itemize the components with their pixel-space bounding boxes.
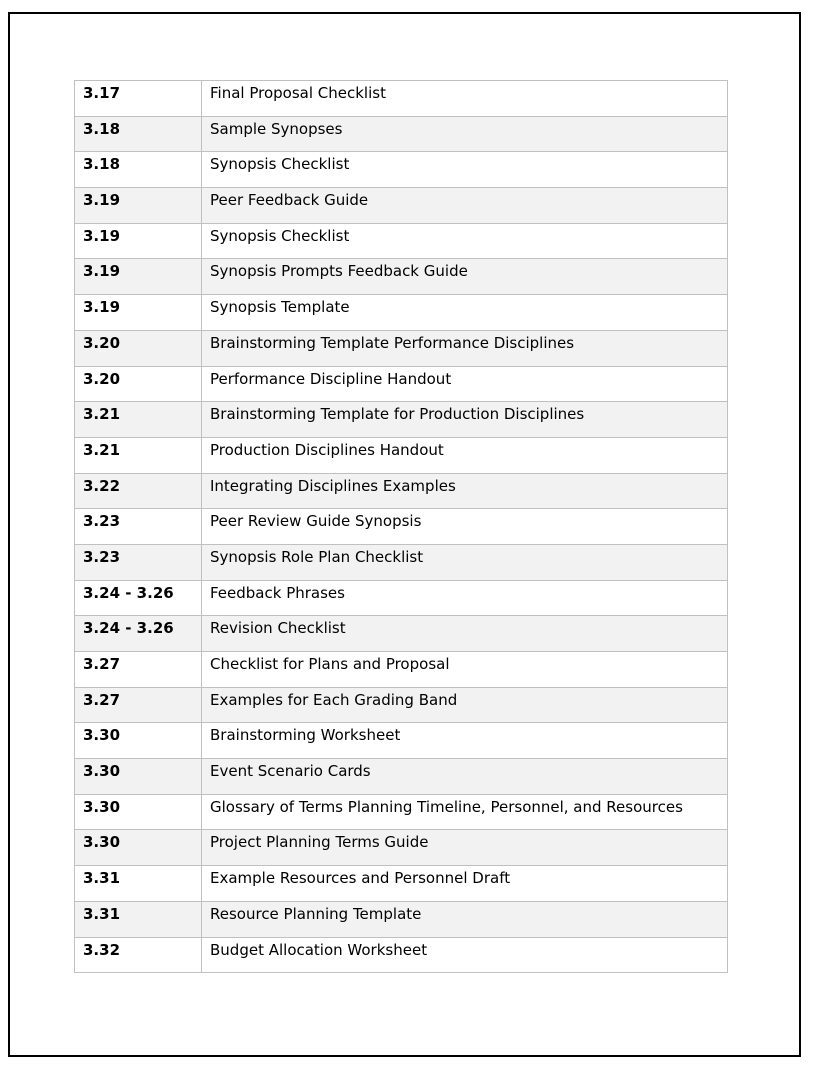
resource-title: Brainstorming Worksheet [210, 726, 401, 745]
table-row [75, 223, 728, 259]
table-row [75, 259, 728, 295]
section-number: 3.17 [83, 84, 121, 102]
section-number: 3.20 [83, 369, 121, 388]
resource-table [74, 80, 728, 973]
resource-title-cell [202, 759, 728, 795]
resource-title-cell [202, 330, 728, 366]
resource-title: Revision Checklist [210, 619, 346, 638]
resource-title-cell [202, 295, 728, 331]
section-number: 3.30 [83, 797, 121, 816]
resource-title-cell [202, 652, 728, 688]
resource-title: Synopsis Role Plan Checklist [210, 547, 424, 566]
resource-title: Feedback Phrases [210, 583, 345, 602]
resource-title-cell [202, 473, 728, 509]
table-row [75, 366, 728, 402]
resource-title-cell [202, 188, 728, 224]
section-number-cell [75, 937, 202, 973]
resource-title-cell [202, 723, 728, 759]
section-number: 3.32 [83, 940, 121, 959]
resource-title: Final Proposal Checklist [210, 84, 386, 102]
section-number-cell [75, 330, 202, 366]
table-row [75, 509, 728, 545]
resource-title-cell [202, 866, 728, 902]
table-row [75, 866, 728, 902]
resource-title: Budget Allocation Worksheet [210, 940, 428, 959]
section-number-cell [75, 152, 202, 188]
section-number-cell [75, 866, 202, 902]
resource-title-cell [202, 223, 728, 259]
section-number: 3.27 [83, 655, 121, 673]
table-row [75, 616, 728, 652]
resource-title: Brainstorming Template for Production Disciplines [210, 405, 585, 424]
table-row [75, 687, 728, 723]
section-number-cell [75, 794, 202, 830]
resource-title: Examples for Each Grading Band [210, 690, 458, 709]
section-number-cell [75, 473, 202, 509]
resource-title-cell [202, 580, 728, 616]
resource-title-cell [202, 830, 728, 866]
resource-title: Peer Feedback Guide [210, 191, 369, 210]
section-number: 3.19 [83, 298, 121, 317]
resource-title-cell [202, 901, 728, 937]
section-number-cell [75, 616, 202, 652]
resource-title: Resource Planning Template [210, 904, 422, 923]
section-number-cell [75, 544, 202, 580]
resource-title-cell [202, 402, 728, 438]
section-number: 3.27 [83, 690, 121, 709]
section-number: 3.23 [83, 547, 121, 566]
table-row [75, 402, 728, 438]
section-number: 3.31 [83, 904, 121, 923]
table-row [75, 544, 728, 580]
section-number-cell [75, 366, 202, 402]
section-number: 3.21 [83, 440, 121, 459]
section-number: 3.23 [83, 512, 121, 531]
section-number-cell [75, 759, 202, 795]
resource-title: Sample Synopses [210, 119, 343, 138]
section-number-cell [75, 116, 202, 152]
resource-title-cell [202, 937, 728, 973]
resource-title-cell [202, 544, 728, 580]
section-number: 3.24 - 3.26 [83, 619, 174, 638]
resource-title: Synopsis Prompts Feedback Guide [210, 262, 468, 281]
section-number: 3.24 - 3.26 [83, 583, 174, 602]
resource-title-cell [202, 81, 728, 117]
section-number-cell [75, 188, 202, 224]
resource-title: Synopsis Checklist [210, 155, 350, 174]
resource-title: Checklist for Plans and Proposal [210, 655, 450, 673]
section-number-cell [75, 437, 202, 473]
resource-title: Integrating Disciplines Examples [210, 476, 456, 495]
section-number: 3.18 [83, 119, 121, 138]
table-row [75, 295, 728, 331]
table-row [75, 580, 728, 616]
resource-title-cell [202, 437, 728, 473]
section-number: 3.18 [83, 155, 121, 174]
section-number: 3.30 [83, 726, 121, 745]
table-row [75, 188, 728, 224]
section-number: 3.20 [83, 333, 121, 352]
section-number: 3.30 [83, 833, 121, 852]
section-number: 3.19 [83, 226, 121, 245]
table-row [75, 759, 728, 795]
section-number: 3.19 [83, 262, 121, 281]
resource-title-cell [202, 509, 728, 545]
table-row [75, 81, 728, 117]
resource-title: Event Scenario Cards [210, 762, 371, 781]
resource-title: Production Disciplines Handout [210, 440, 444, 459]
section-number-cell [75, 223, 202, 259]
section-number: 3.30 [83, 762, 121, 781]
resource-title-cell [202, 116, 728, 152]
section-number-cell [75, 830, 202, 866]
section-number-cell [75, 509, 202, 545]
table-row [75, 152, 728, 188]
resource-title-cell [202, 616, 728, 652]
section-number-cell [75, 652, 202, 688]
section-number-cell [75, 295, 202, 331]
table-row [75, 437, 728, 473]
section-number: 3.31 [83, 869, 121, 888]
resource-title: Performance Discipline Handout [210, 369, 452, 388]
resource-title: Glossary of Terms Planning Timeline, Personnel, and Resources [210, 797, 683, 816]
table-row [75, 330, 728, 366]
section-number: 3.22 [83, 476, 121, 495]
section-number-cell [75, 580, 202, 616]
table-row [75, 901, 728, 937]
resource-title: Brainstorming Template Performance Disciplines [210, 333, 575, 352]
table-row [75, 937, 728, 973]
section-number-cell [75, 687, 202, 723]
table-row [75, 652, 728, 688]
section-number-cell [75, 259, 202, 295]
table-row [75, 830, 728, 866]
resource-title-cell [202, 794, 728, 830]
section-number: 3.19 [83, 191, 121, 210]
table-row [75, 473, 728, 509]
resource-title-cell [202, 259, 728, 295]
section-number: 3.21 [83, 405, 121, 424]
section-number-cell [75, 723, 202, 759]
resource-title-cell [202, 687, 728, 723]
table-row [75, 116, 728, 152]
resource-title: Synopsis Template [210, 298, 350, 317]
resource-title-cell [202, 366, 728, 402]
section-number-cell [75, 402, 202, 438]
resource-title-cell [202, 152, 728, 188]
section-number-cell [75, 901, 202, 937]
resource-title: Synopsis Checklist [210, 226, 350, 245]
table-row [75, 794, 728, 830]
resource-title: Project Planning Terms Guide [210, 833, 429, 852]
resource-title: Example Resources and Personnel Draft [210, 869, 511, 888]
resource-title: Peer Review Guide Synopsis [210, 512, 422, 531]
section-number-cell [75, 81, 202, 117]
table-row [75, 723, 728, 759]
